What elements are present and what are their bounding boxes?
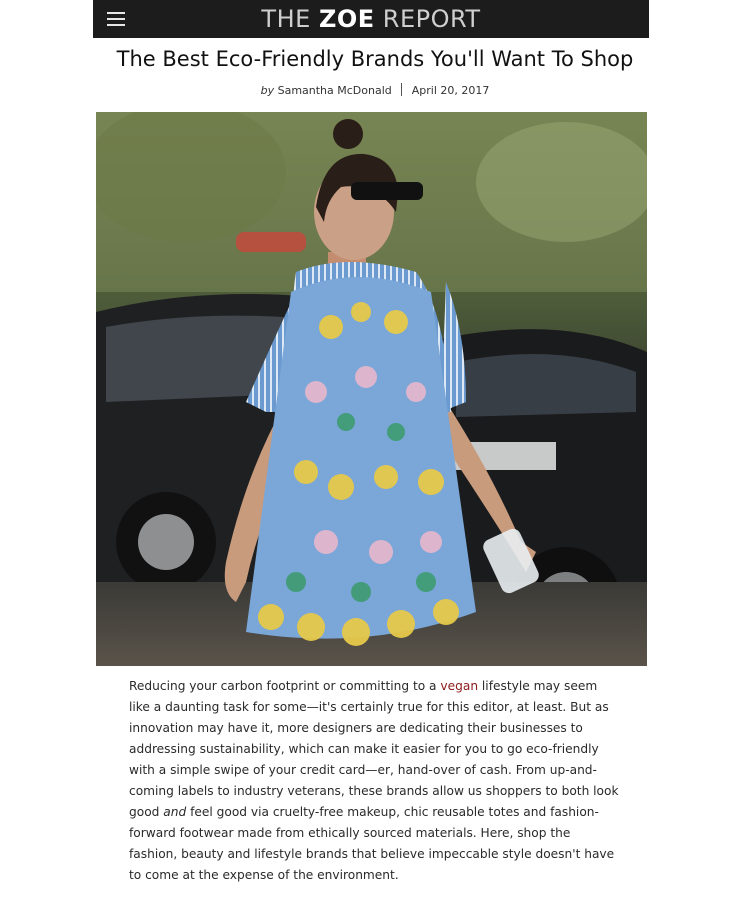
site-logo[interactable] [93, 5, 649, 33]
author-name[interactable]: Samantha McDonald [277, 84, 392, 97]
body-part-3: feel good via cruelty-free makeup, chic reusable totes and fashion-forward footwear made from ethically sourced materials. Here, shop the fashion, beauty and lifestyle brands that believe impeccable style doesn't have to come at the expense of the environment. [129, 805, 615, 882]
body-part-2: lifestyle may seem like a daunting task for some—it's certainly true for this editor, at least. But as innovation may have it, more designers are dedicating their businesses to addressing sustainability, which can make it easier for you to go eco-friendly with a simple swipe of your credit card—er, hand-over of cash. From up-and-coming labels to industry veterans, these brands allow us shoppers to both look good [129, 679, 619, 819]
street-style-photo [96, 112, 647, 666]
article-title: The Best Eco-Friendly Brands You'll Want To Shop [116, 47, 634, 71]
article-body [129, 676, 619, 886]
publish-date: April 20, 2017 [411, 84, 490, 97]
body-emphasis: and [163, 805, 187, 819]
byline-prefix: by [260, 84, 275, 97]
vegan-link[interactable]: vegan [440, 679, 479, 693]
logo-report: REPORT [382, 5, 481, 33]
site-header [93, 0, 649, 38]
logo-zoe: ZOE [318, 5, 375, 33]
hero-image [96, 112, 647, 666]
logo-the: THE [261, 5, 311, 33]
body-part-1: Reducing your carbon footprint or committing to a [129, 679, 437, 693]
byline-divider [401, 83, 402, 96]
article-byline [0, 83, 750, 97]
